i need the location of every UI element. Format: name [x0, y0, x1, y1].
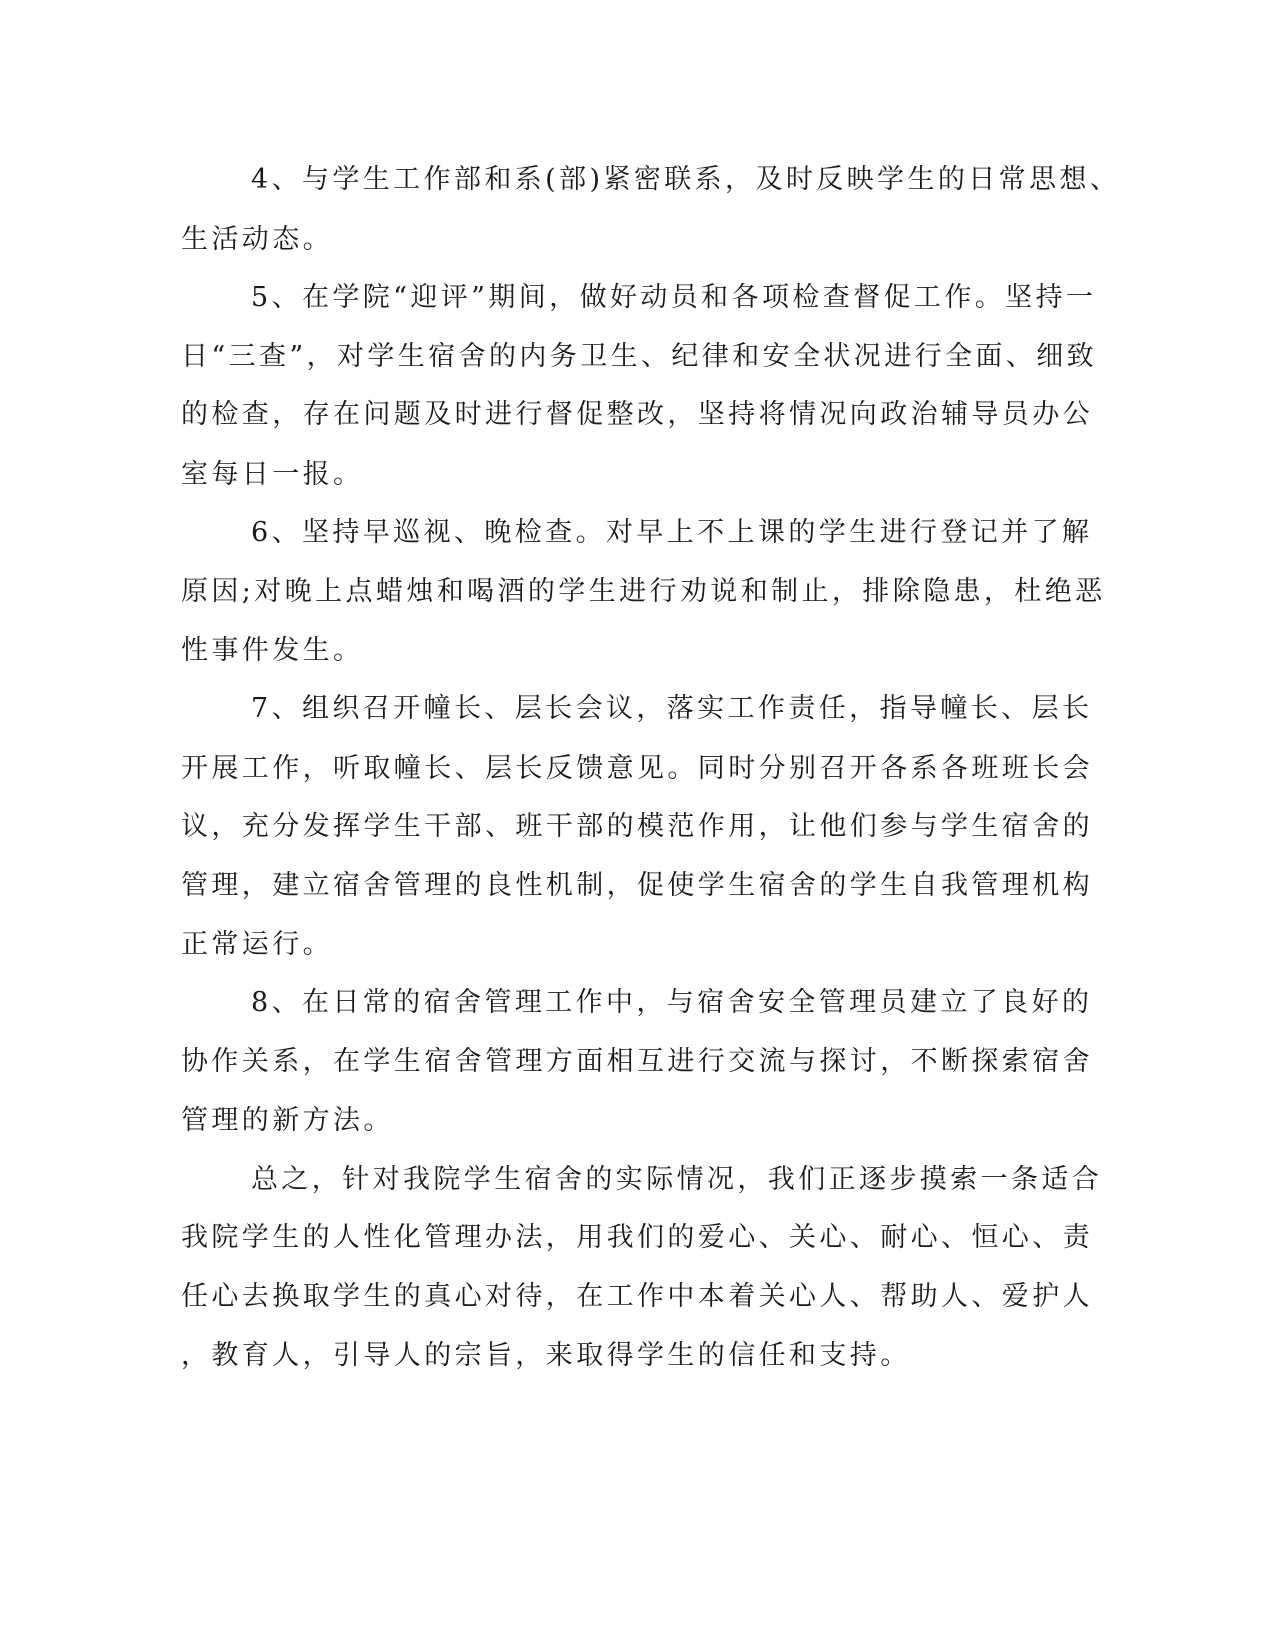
text-line: 原因;对晚上点蜡烛和喝酒的学生进行劝说和制止，排除隐患，杜绝恶 — [181, 576, 1106, 607]
text-line: 我院学生的人性化管理办法，用我们的爱心、关心、耐心、恒心、责 — [181, 1222, 1093, 1253]
text-line: 6、坚持早巡视、晚检查。对早上不上课的学生进行登记并了解 — [251, 517, 1093, 548]
text-line: 5、在学院“迎评”期间，做好动员和各项检查督促工作。坚持一 — [251, 282, 1097, 313]
text-line: 总之，针对我院学生宿舍的实际情况，我们正逐步摸索一条适合 — [251, 1164, 1103, 1195]
text-line: 性事件发生。 — [181, 635, 364, 666]
text-line: 4、与学生工作部和系(部)紧密联系，及时反映学生的日常思想、 — [251, 164, 1121, 195]
text-line: 管理，建立宿舍管理的良性机制，促使学生宿舍的学生自我管理机构 — [181, 870, 1093, 901]
text-line: 7、组织召开幢长、层长会议，落实工作责任，指导幢长、层长 — [251, 693, 1093, 724]
text-line: ，教育人，引导人的宗旨，来取得学生的信任和支持。 — [181, 1340, 911, 1371]
text-line: 任心去换取学生的真心对待，在工作中本着关心人、帮助人、爱护人 — [181, 1281, 1093, 1312]
text-line: 室每日一报。 — [181, 459, 364, 490]
text-line: 议，充分发挥学生干部、班干部的模范作用，让他们参与学生宿舍的 — [181, 811, 1093, 842]
text-line: 日“三查”，对学生宿舍的内务卫生、纪律和安全状况进行全面、细致 — [181, 341, 1098, 372]
text-line: 生活动态。 — [181, 224, 333, 255]
text-line: 管理的新方法。 — [181, 1105, 394, 1136]
text-line: 协作关系，在学生宿舍管理方面相互进行交流与探讨，不断探索宿舍 — [181, 1046, 1093, 1077]
text-line: 开展工作，听取幢长、层长反馈意见。同时分别召开各系各班班长会 — [181, 753, 1093, 784]
text-line: 8、在日常的宿舍管理工作中，与宿舍安全管理员建立了良好的 — [251, 987, 1093, 1018]
text-line: 的检查，存在问题及时进行督促整改，坚持将情况向政治辅导员办公 — [181, 399, 1093, 430]
text-line: 正常运行。 — [181, 929, 333, 960]
